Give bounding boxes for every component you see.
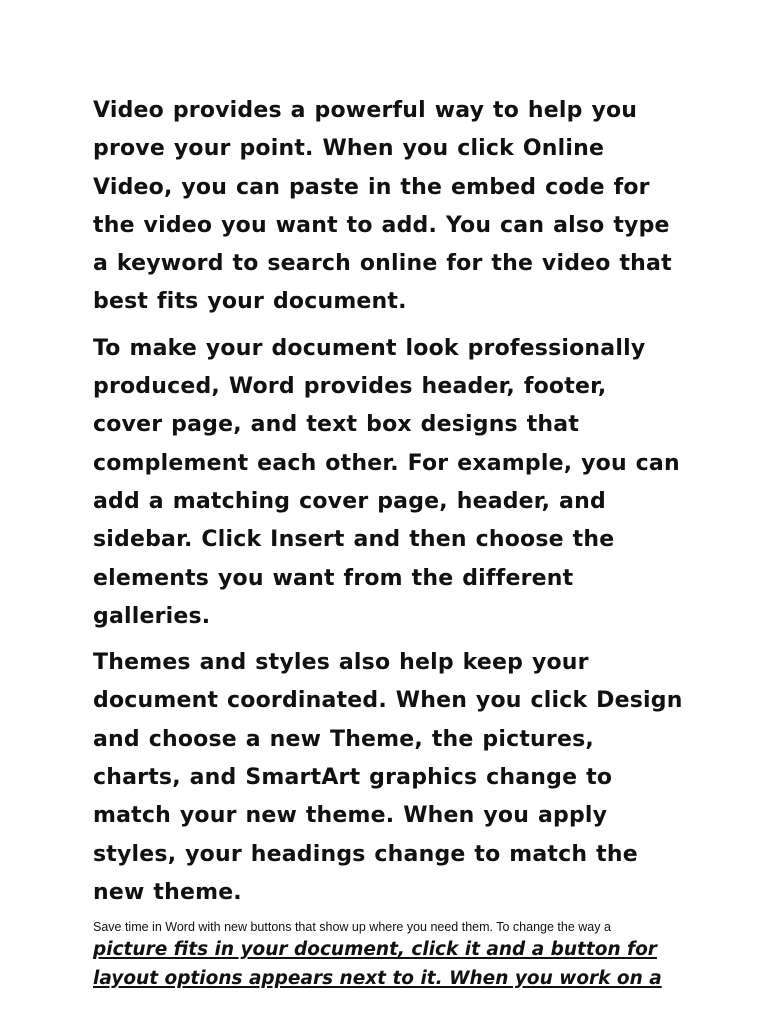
document-body — [93, 92, 683, 993]
paragraph-professional: To make your document look professionally produced, Word provides header, footer, cover page, and text box designs that complement each other. For example, you can add a matching cover page, header, and sidebar. Click Insert and then choose the elements you want from the different galleries. — [93, 335, 680, 629]
paragraph-themes: Themes and styles also help keep your document coordinated. When you click Design and choose a new Theme, the pictures, charts, and SmartArt graphics change to match your new theme. When you apply styles, your headings change to match the new theme. — [93, 650, 683, 905]
small-text-line: Save time in Word with new buttons that show up where you need them. To change the way a — [93, 920, 611, 935]
paragraph-video: Video provides a powerful way to help you prove your point. When you click Online Video, you can paste in the embed code for the video you want to add. You can also type a keyword to search online for the video that best fits your document. — [93, 98, 672, 315]
italic-underlined-paragraph: picture fits in your document, click it and a button for layout options appears next to it. When you work on a — [93, 939, 662, 989]
